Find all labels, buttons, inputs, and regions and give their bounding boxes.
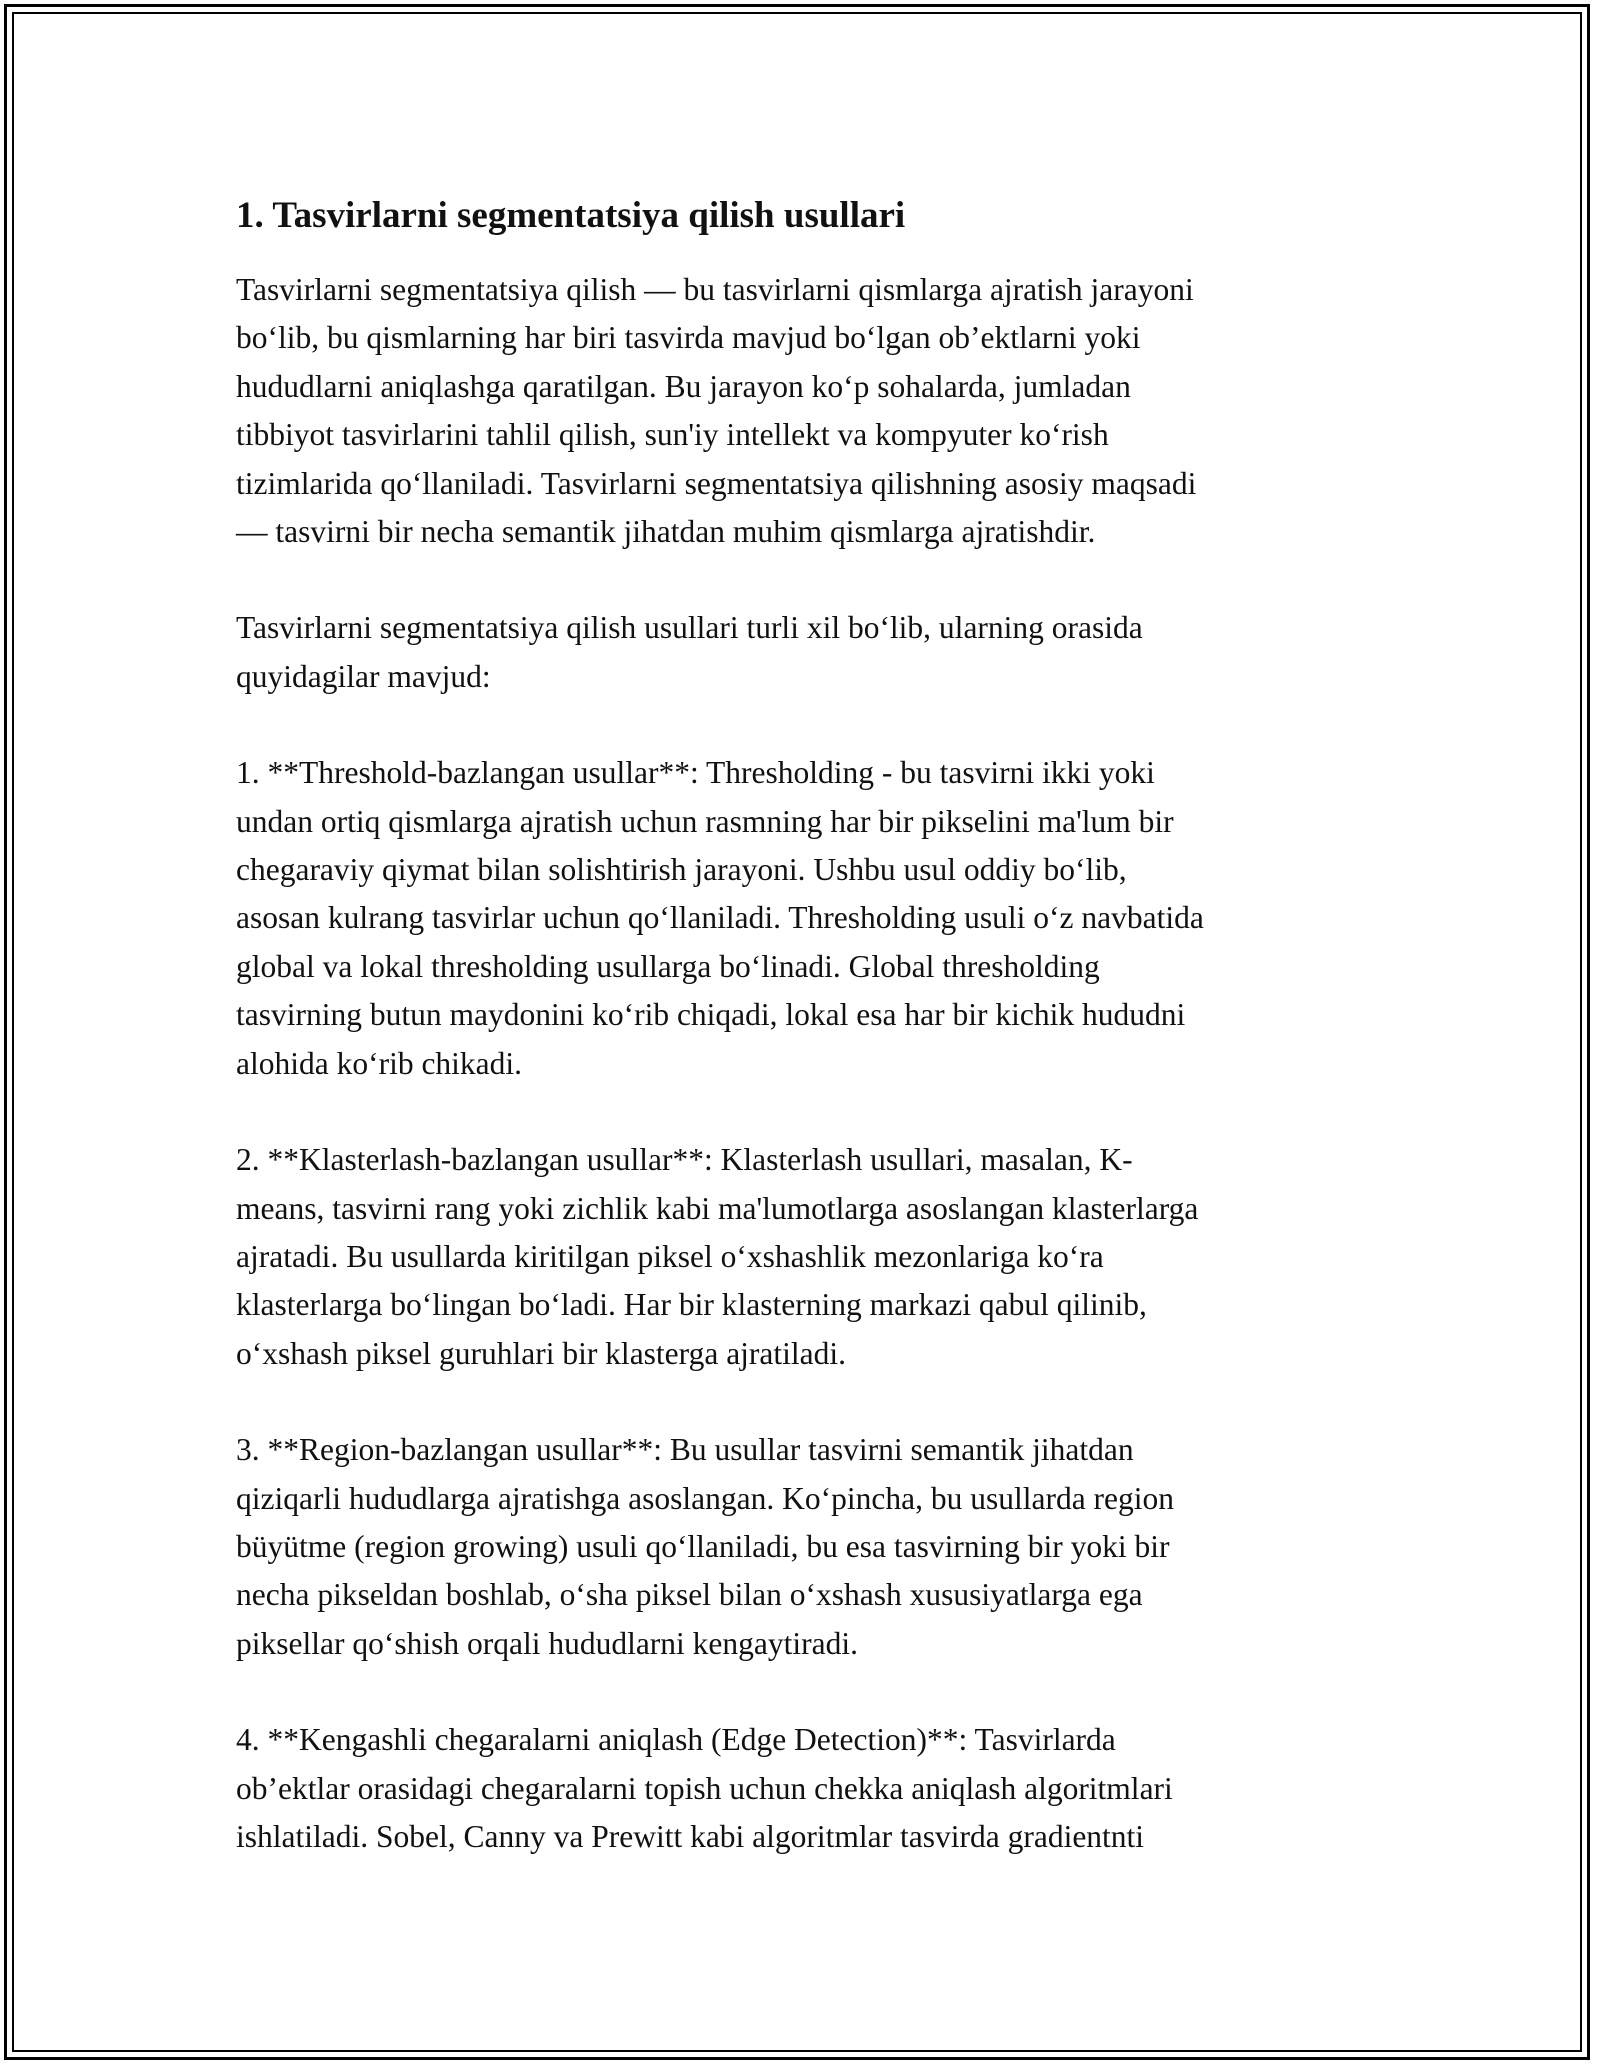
text-line: — tasvirni bir necha semantik jihatdan muhim qismlarga ajratishdir. [236,514,1096,550]
paragraph [236,266,1366,556]
paragraph [236,1716,1366,1861]
text-line: ishlatiladi. Sobel, Canny va Prewitt kabi algoritmlar tasvirda gradientnti [236,1818,1145,1854]
text-line: alohida ko‘rib chikadi. [236,1045,523,1081]
text-line: tasvirning butun maydonini ko‘rib chiqadi, lokal esa har bir kichik hududni [236,997,1186,1033]
text-line: undan ortiq qismlarga ajratish uchun rasmning har bir pikselini ma'lum bir [236,803,1174,839]
paragraph [236,1426,1366,1668]
text-line: chegaraviy qiymat bilan solishtirish jarayoni. Ushbu usul oddiy bo‘lib, [236,852,1127,888]
text-line: means, tasvirni rang yoki zichlik kabi ma'lumotlarga asoslangan klasterlarga [236,1190,1199,1226]
text-line: büyütme (region growing) usuli qo‘llaniladi, bu esa tasvirning bir yoki bir [236,1528,1170,1564]
text-line: asosan kulrang tasvirlar uchun qo‘llaniladi. Thresholding usuli o‘z navbatida [236,900,1204,936]
paragraph [236,749,1366,1088]
document-title: 1. Tasvirlarni segmentatsiya qilish usullari [236,195,906,236]
text-line: 4. **Kengashli chegaralarni aniqlash (Edge Detection)**: Tasvirlarda [236,1722,1116,1758]
paragraph [236,1136,1366,1378]
text-line: piksellar qo‘shish orqali hududlarni kengaytiradi. [236,1625,858,1661]
text-line: 3. **Region-bazlangan usullar**: Bu usullar tasvirni semantik jihatdan [236,1432,1134,1468]
text-line: 2. **Klasterlash-bazlangan usullar**: Klasterlash usullari, masalan, K- [236,1142,1133,1178]
document-body [236,186,1366,1909]
text-line: klasterlarga bo‘lingan bo‘ladi. Har bir klasterning markazi qabul qilinib, [236,1287,1147,1323]
paragraph-list [236,266,1366,1861]
text-line: hududlarni aniqlashga qaratilgan. Bu jarayon ko‘p sohalarda, jumladan [236,368,1131,404]
text-line: qiziqarli hududlarga ajratishga asoslangan. Ko‘pincha, bu usullarda region [236,1480,1175,1516]
text-line: ajratadi. Bu usullarda kiritilgan piksel o‘xshashlik mezonlariga ko‘ra [236,1238,1104,1274]
text-line: quyidagilar mavjud: [236,658,491,694]
text-line: necha pikseldan boshlab, o‘sha piksel bilan o‘xshash xususiyatlarga ega [236,1577,1143,1613]
text-line: o‘xshash piksel guruhlari bir klasterga ajratiladi. [236,1335,847,1371]
text-line: ob’ektlar orasidagi chegaralarni topish uchun chekka aniqlash algoritmlari [236,1770,1173,1806]
text-line: tizimlarida qo‘llaniladi. Tasvirlarni segmentatsiya qilishning asosiy maqsadi [236,465,1197,501]
text-line: bo‘lib, bu qismlarning har biri tasvirda mavjud bo‘lgan ob’ektlarni yoki [236,320,1141,356]
text-line: 1. **Threshold-bazlangan usullar**: Thresholding - bu tasvirni ikki yoki [236,755,1155,791]
text-line: Tasvirlarni segmentatsiya qilish usullari turli xil bo‘lib, ularning orasida [236,610,1143,646]
text-line: tibbiyot tasvirlarini tahlil qilish, sun'iy intellekt va kompyuter ko‘rish [236,417,1109,453]
text-line: Tasvirlarni segmentatsiya qilish — bu tasvirlarni qismlarga ajratish jarayoni [236,272,1194,307]
paragraph [236,604,1366,701]
text-line: global va lokal thresholding usullarga bo‘linadi. Global thresholding [236,948,1100,984]
